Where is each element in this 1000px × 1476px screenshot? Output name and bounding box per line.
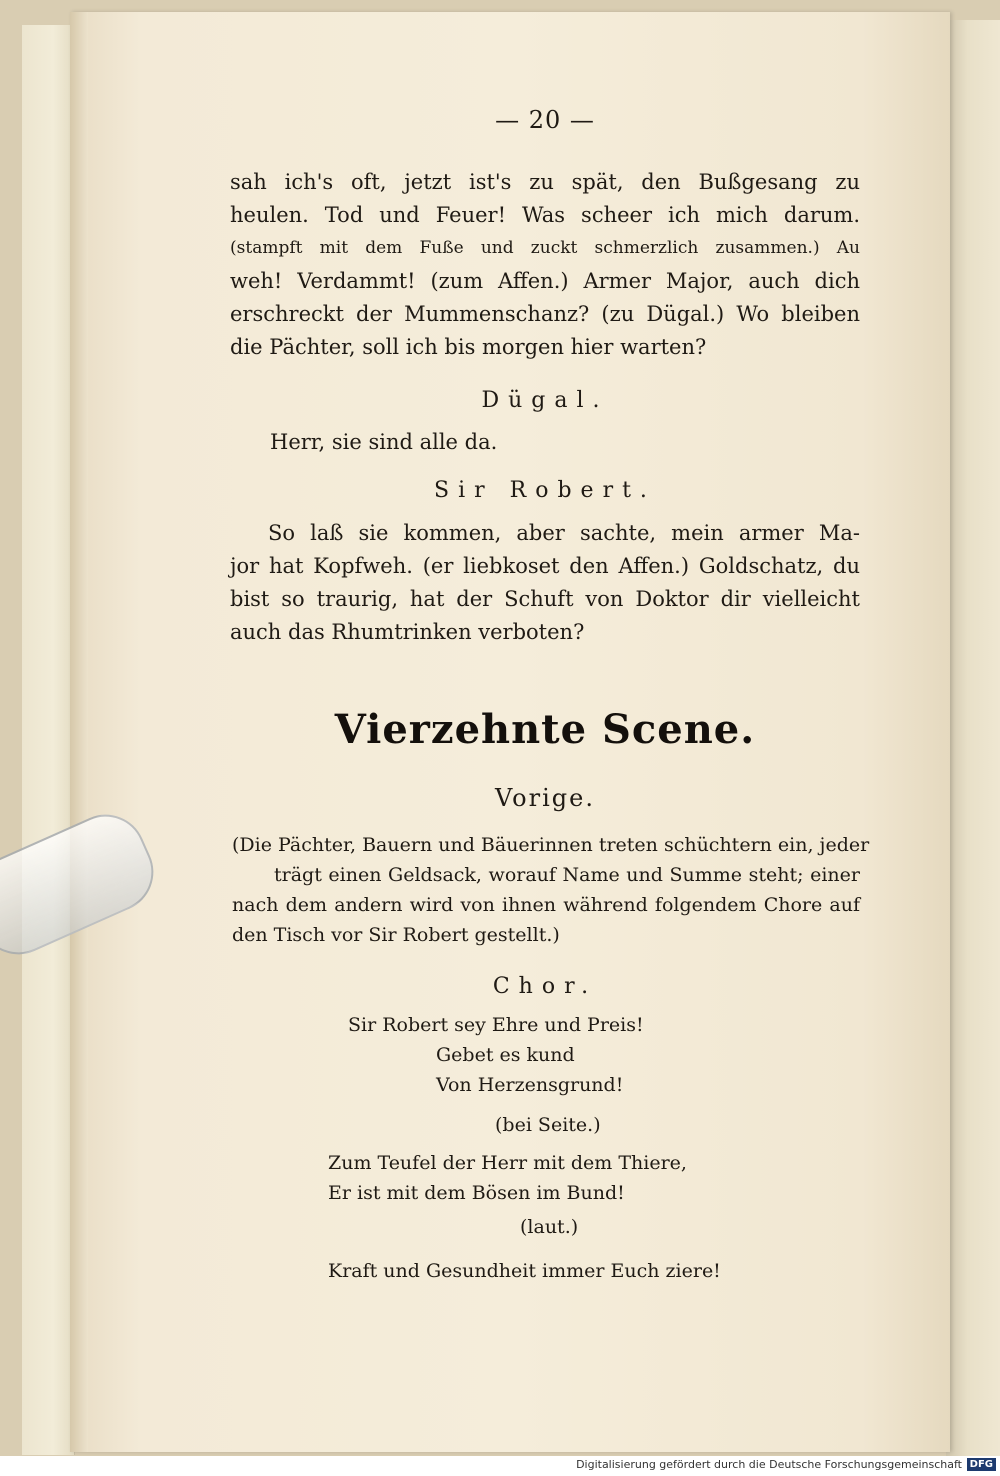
chorus-line: Von Herzensgrund! xyxy=(436,1074,624,1096)
stage-direction xyxy=(232,830,870,950)
text-line: heulen. Tod und Feuer! Was scheer ich mich darum. xyxy=(230,203,860,227)
text-line: So laß sie kommen, aber sachte, mein armer Ma- xyxy=(268,521,860,545)
chorus-line: Er ist mit dem Bösen im Bund! xyxy=(328,1182,625,1204)
text-line: erschreckt der Mummenschanz? (zu Dügal.) Wo bleiben xyxy=(230,302,860,326)
speaker-dugal: Dügal. xyxy=(481,388,609,413)
speaker-sir-robert: Sir Robert. xyxy=(434,478,656,503)
dfg-logo: DFG xyxy=(967,1458,996,1471)
chorus-line: Zum Teufel der Herr mit dem Thiere, xyxy=(328,1152,687,1174)
chorus-line: Sir Robert sey Ehre und Preis! xyxy=(348,1014,644,1036)
page-gutter xyxy=(70,12,88,1452)
scene-heading: Vierzehnte Scene. xyxy=(334,706,756,753)
paragraph-dugal xyxy=(270,426,860,459)
text-line: sah ich's oft, jetzt ist's zu spät, den Bußgesang zu xyxy=(230,170,860,194)
scene-subheading: Vorige. xyxy=(495,784,595,812)
text-line: bist so traurig, hat der Schuft von Doktor dir vielleicht xyxy=(230,587,860,611)
chorus-line: Kraft und Gesundheit immer Euch ziere! xyxy=(328,1260,721,1282)
paragraph-1 xyxy=(230,166,860,364)
text-line: nach dem andern wird von ihnen während folgendem Chore auf xyxy=(232,894,860,916)
left-page-edge xyxy=(22,25,75,1455)
right-page-edge xyxy=(946,20,1000,1460)
text-line: die Pächter, soll ich bis morgen hier warten? xyxy=(230,335,707,359)
text-line: Herr, sie sind alle da. xyxy=(270,430,498,454)
text-line: weh! Verdammt! (zum Affen.) Armer Major, auch dich xyxy=(230,269,860,293)
chorus-line: (bei Seite.) xyxy=(495,1114,601,1136)
paragraph-2 xyxy=(230,517,860,649)
footer-credit: Digitalisierung gefördert durch die Deutsche Forschungsgemeinschaft xyxy=(576,1458,962,1471)
chorus-line: (laut.) xyxy=(520,1216,579,1238)
text-line: (stampft mit dem Fuße und zuckt schmerzlich zusammen.) Au xyxy=(230,238,860,258)
text-line: den Tisch vor Sir Robert gestellt.) xyxy=(232,924,560,946)
page-number: — 20 — xyxy=(495,106,595,134)
chorus-line: Gebet es kund xyxy=(436,1044,575,1066)
text-line: jor hat Kopfweh. (er liebkoset den Affen.) Goldschatz, du xyxy=(230,554,860,578)
text-line: auch das Rhumtrinken verboten? xyxy=(230,620,585,644)
text-line: trägt einen Geldsack, worauf Name und Summe steht; einer xyxy=(274,864,860,886)
text-line: (Die Pächter, Bauern und Bäuerinnen treten schüchtern ein, jeder xyxy=(232,834,870,856)
speaker-chor: Chor. xyxy=(492,974,598,999)
footer-bar xyxy=(0,1456,1000,1476)
